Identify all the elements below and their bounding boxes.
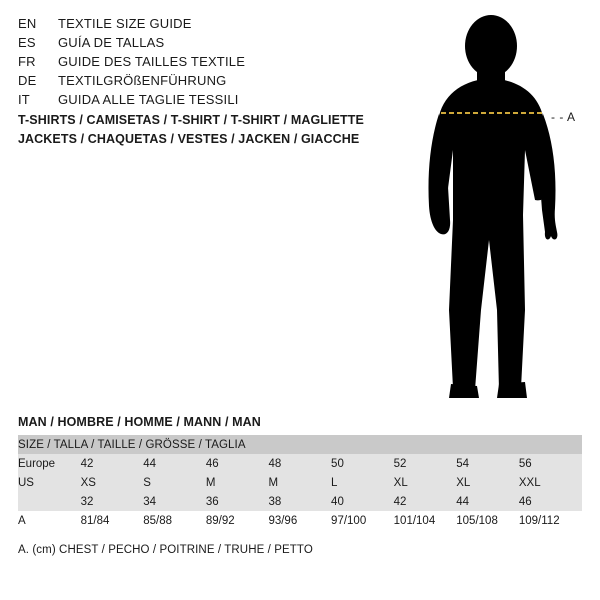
row-value: 89/92 [206,511,269,530]
language-row [18,16,398,35]
row-value: 42 [81,454,144,473]
language-code: DE [18,73,37,88]
row-value: XL [456,473,519,492]
row-value: M [206,473,269,492]
language-title: GUÍA DE TALLAS [58,35,165,50]
row-value: 40 [331,492,394,511]
garment-line-jackets: JACKETS / CHAQUETAS / VESTES / JACKEN / GIACCHE [18,132,360,146]
row-value: 36 [206,492,269,511]
language-row [18,54,398,73]
row-value: 50 [331,454,394,473]
row-value: 105/108 [456,511,519,530]
row-value: 101/104 [394,511,457,530]
row-value: 81/84 [81,511,144,530]
male-silhouette-icon [405,10,595,405]
table-row [18,473,582,492]
row-label [18,492,81,511]
row-value: 48 [268,454,331,473]
row-value: XL [394,473,457,492]
table-header-row [18,435,582,454]
garment-type-block [18,111,398,149]
language-code: IT [18,92,30,107]
size-table-section [18,415,582,556]
row-value: 32 [81,492,144,511]
row-value: M [268,473,331,492]
language-code: EN [18,16,37,31]
language-row [18,92,398,111]
row-value: 34 [143,492,206,511]
language-title: GUIDA ALLE TAGLIE TESSILI [58,92,239,107]
row-value: 42 [394,492,457,511]
language-title: TEXTILE SIZE GUIDE [58,16,192,31]
garment-line-tshirts: T-SHIRTS / CAMISETAS / T-SHIRT / T-SHIRT / MAGLIETTE [18,113,364,127]
row-value: 46 [519,492,582,511]
language-header-block [18,16,398,111]
language-code: FR [18,54,36,69]
row-value: 85/88 [143,511,206,530]
row-value: 97/100 [331,511,394,530]
language-row [18,73,398,92]
row-label: Europe [18,454,81,473]
language-code: ES [18,35,36,50]
row-value: 93/96 [268,511,331,530]
table-row [18,492,582,511]
row-value: XXL [519,473,582,492]
table-header-label: SIZE / TALLA / TAILLE / GRÖSSE / TAGLIA [18,435,582,454]
row-value: L [331,473,394,492]
figure-illustration [405,10,595,405]
row-value: S [143,473,206,492]
table-row [18,511,582,530]
row-value: 46 [206,454,269,473]
row-value: 44 [143,454,206,473]
row-value: 56 [519,454,582,473]
size-table [18,435,582,530]
row-value: 52 [394,454,457,473]
row-label: A [18,511,81,530]
language-title: GUIDE DES TAILLES TEXTILE [58,54,246,69]
table-row [18,454,582,473]
language-row [18,35,398,54]
language-title: TEXTILGRÖßENFÜHRUNG [58,73,227,88]
table-footnote: A. (cm) CHEST / PECHO / POITRINE / TRUHE / PETTO [18,544,313,556]
row-value: 38 [268,492,331,511]
measure-label-a: - - A [551,110,576,124]
row-value: 54 [456,454,519,473]
row-value: XS [81,473,144,492]
row-value: 44 [456,492,519,511]
row-value: 109/112 [519,511,582,530]
table-gender-title: MAN / HOMBRE / HOMME / MANN / MAN [18,415,261,429]
row-label: US [18,473,81,492]
